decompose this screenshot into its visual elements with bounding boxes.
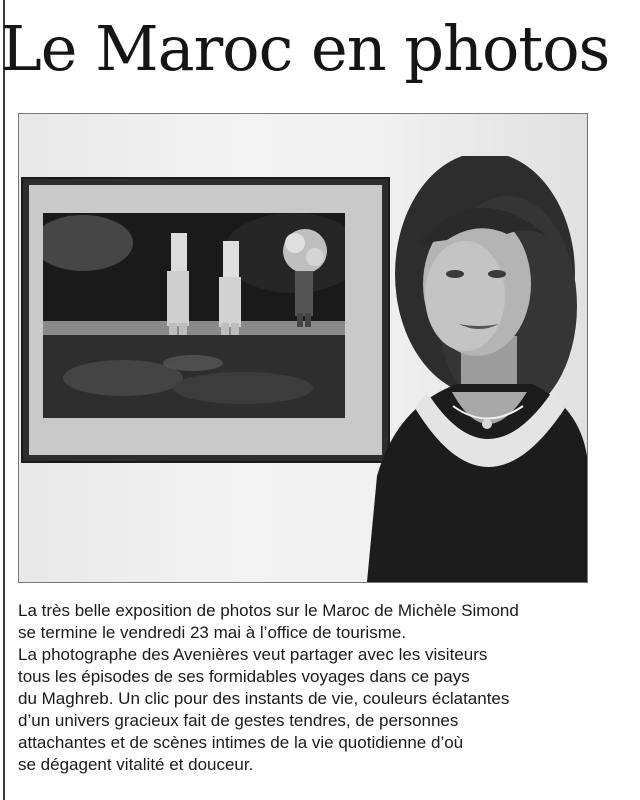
picture-mat [29,185,382,455]
caption-line: tous les épisodes de ses formidables voyages dans ce pays [18,667,470,686]
column-rule [3,0,5,800]
woman-portrait [357,156,587,582]
framed-photo-artwork [43,213,345,418]
artwork-scene-illustration [43,213,345,418]
caption-line: se dégagent vitalité et douceur. [18,755,254,774]
caption-line: d’un univers gracieux fait de gestes tendres, de personnes [18,711,459,730]
caption-line: La photographe des Avenières veut partager avec les visiteurs [18,645,488,664]
woman-illustration [357,156,587,582]
framed-picture [21,177,390,463]
caption-line: attachantes et de scènes intimes de la vie quotidienne d’où [18,733,464,752]
caption-line: se termine le vendredi 23 mai à l’office de tourisme. [18,623,407,642]
article-caption [18,600,618,776]
article-headline: Le Maroc en photos [0,12,610,85]
caption-line: du Maghreb. Un clic pour des instants de vie, couleurs éclatantes [18,689,510,708]
article-photo [18,113,588,583]
caption-line: La très belle exposition de photos sur le Maroc de Michèle Simond [18,601,519,620]
